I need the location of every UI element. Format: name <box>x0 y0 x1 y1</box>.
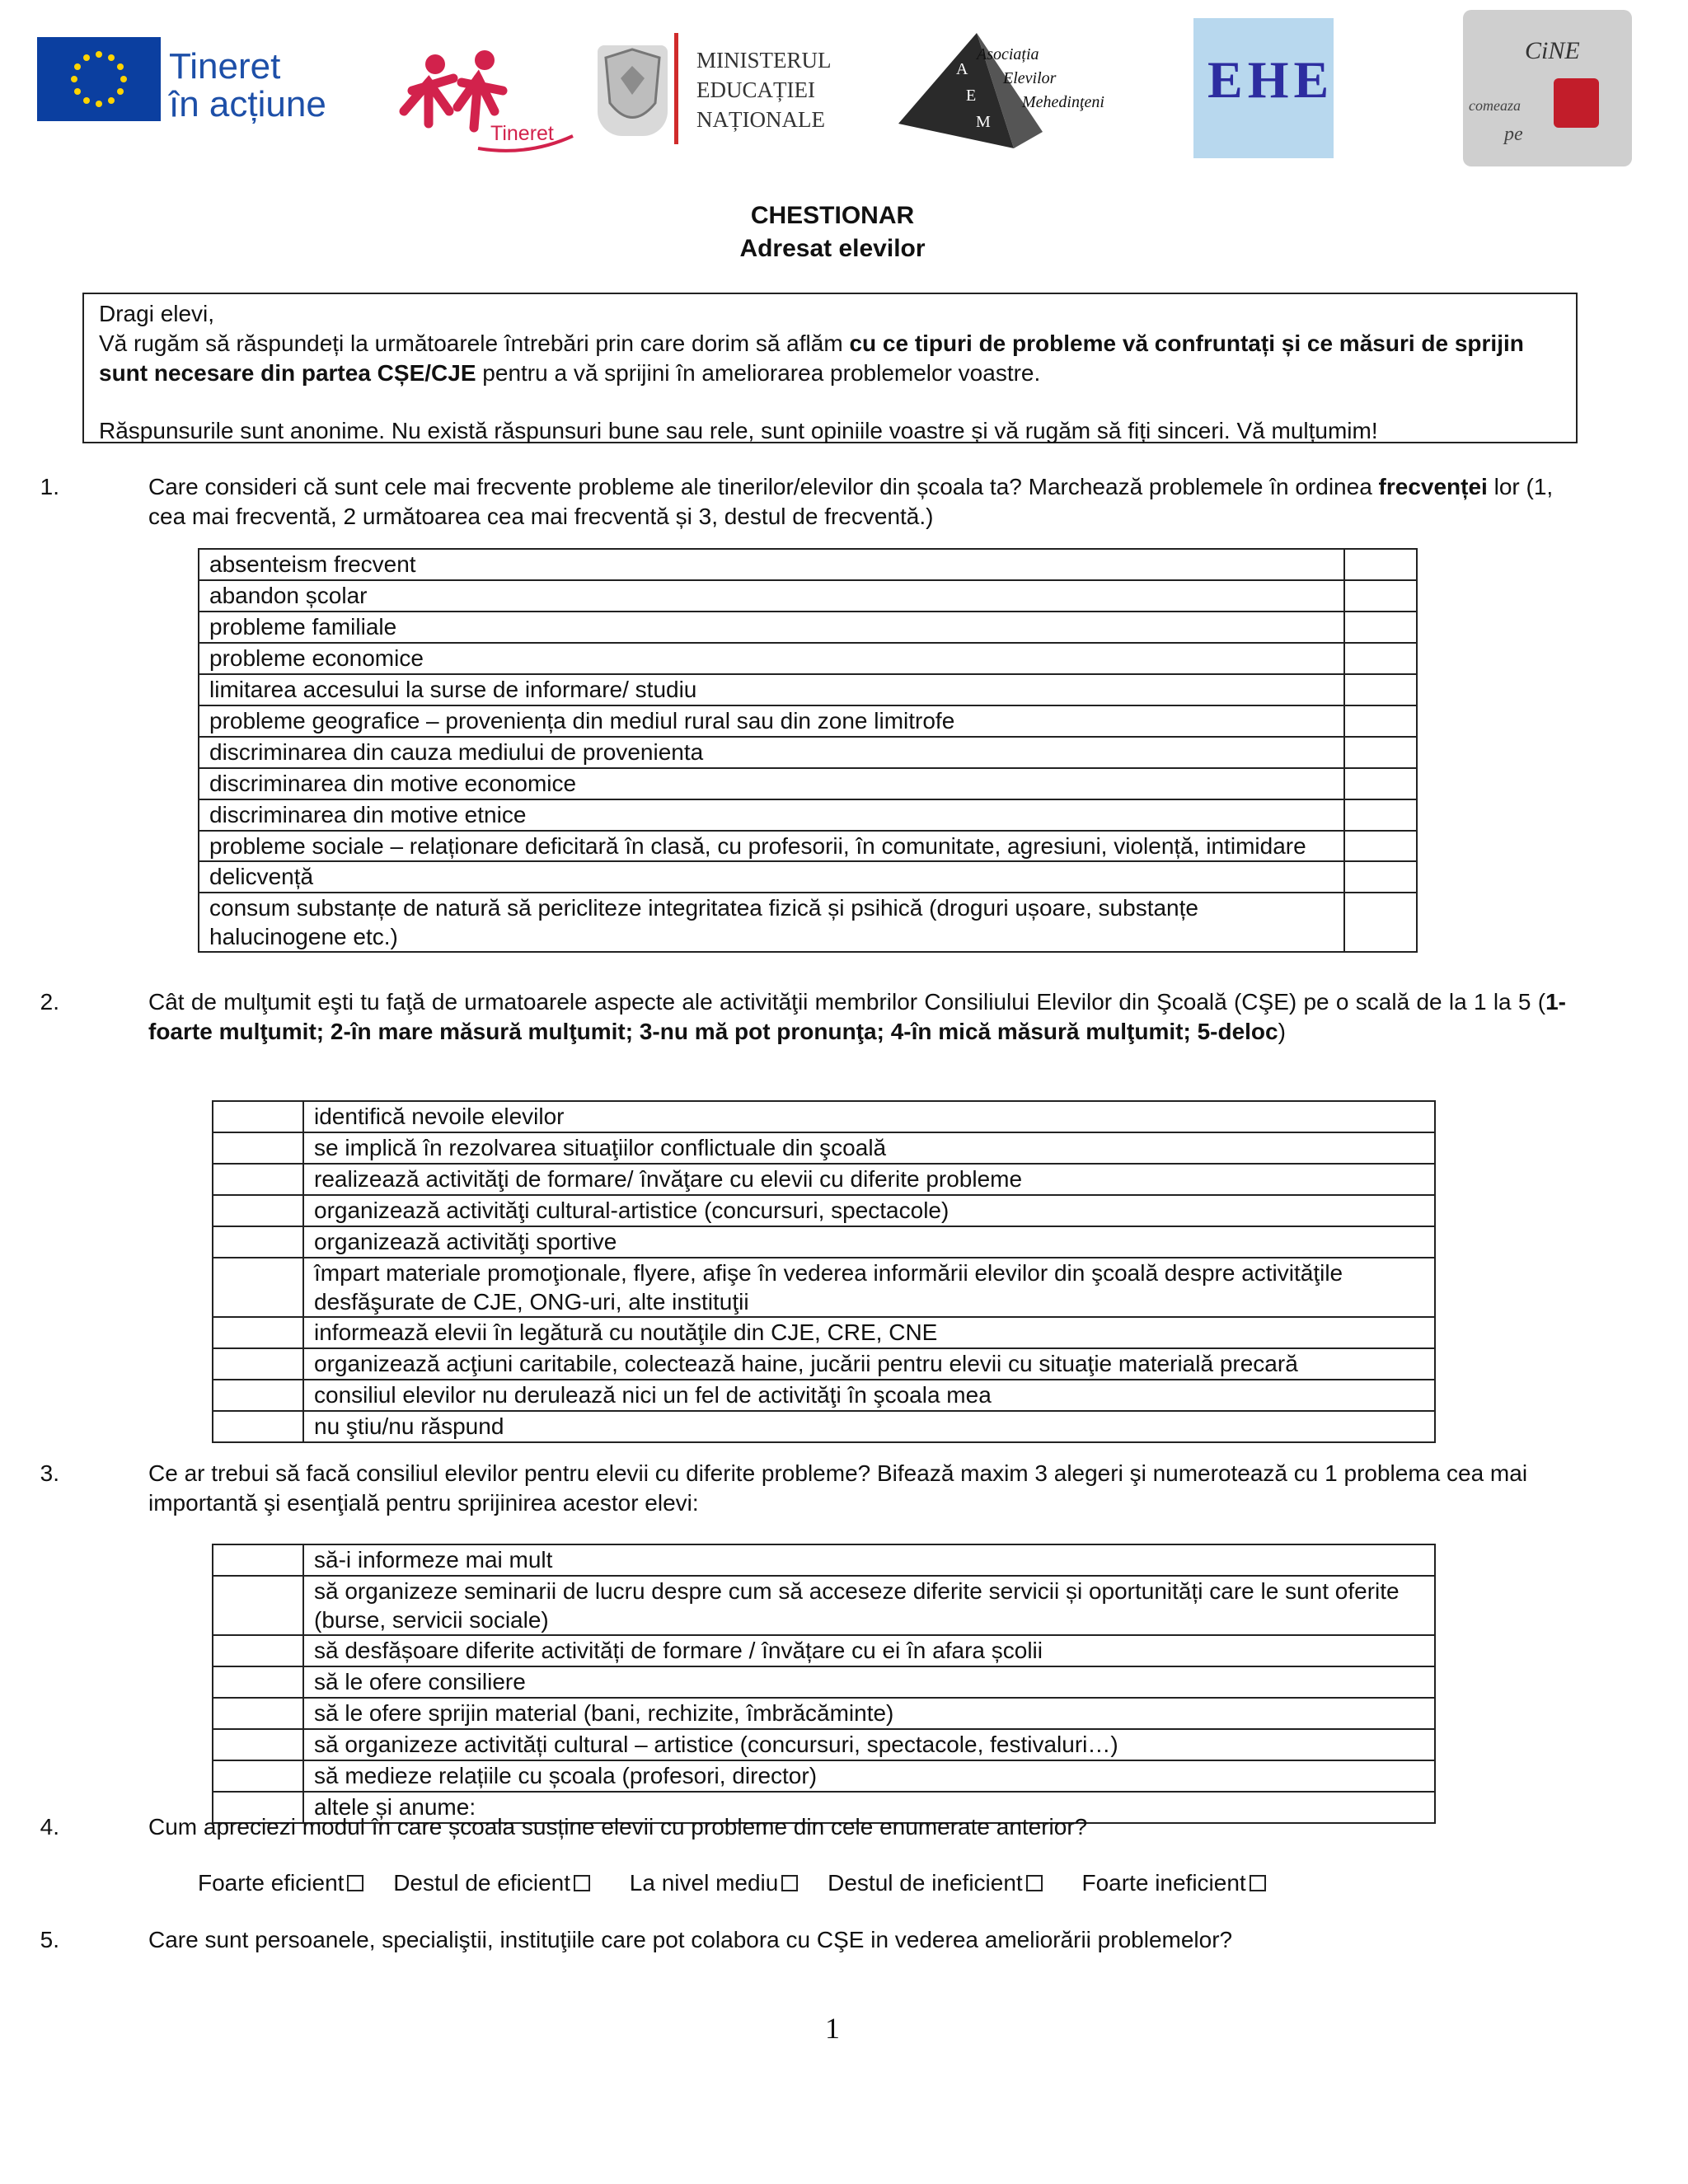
rating-option[interactable]: Destul de eficient <box>393 1868 590 1898</box>
problem-label: absenteism frecvent <box>199 549 1344 580</box>
action-label: să medieze relațiile cu școala (profesori, director) <box>303 1760 1435 1792</box>
activity-label: realizează activităţi de formare/ învăţare cu elevii cu diferite probleme <box>303 1164 1435 1195</box>
svg-text:A: A <box>956 60 968 78</box>
table-row <box>213 1380 1435 1411</box>
rank-input-cell[interactable] <box>1344 612 1417 643</box>
problem-label: discriminarea din motive etnice <box>199 799 1344 831</box>
table-row <box>213 1101 1435 1132</box>
table-row <box>213 1760 1435 1792</box>
table-row <box>213 1132 1435 1164</box>
score-input-cell[interactable] <box>213 1101 303 1132</box>
score-input-cell[interactable] <box>213 1258 303 1317</box>
problem-label: probleme sociale – relaționare deficitară în clasă, cu profesorii, în comunitate, agresiuni, violență, intimidare <box>199 831 1344 861</box>
activity-label: împart materiale promoţionale, flyere, afişe în vederea informării elevilor din şcoală despre activităţile desfăşurate de CJE, ONG-uri, alte instituţii <box>303 1258 1435 1317</box>
activity-label: consiliul elevilor nu derulează nici un fel de activităţi în şcoala mea <box>303 1380 1435 1411</box>
table-row <box>199 737 1417 768</box>
intro-greeting: Dragi elevi, <box>99 301 215 326</box>
table-row <box>213 1164 1435 1195</box>
rank-input-cell[interactable] <box>1344 768 1417 799</box>
question-4: 4. Cum apreciezi modul în care școala susține elevii cu probleme din cele enumerate anterior? <box>148 1812 1566 1842</box>
problem-label: discriminarea din cauza mediului de provenienta <box>199 737 1344 768</box>
choice-input-cell[interactable] <box>213 1698 303 1729</box>
score-input-cell[interactable] <box>213 1226 303 1258</box>
table-row <box>199 643 1417 674</box>
activity-label: se implică în rezolvarea situaţiilor conflictuale din şcoală <box>303 1132 1435 1164</box>
rank-input-cell[interactable] <box>1344 705 1417 737</box>
table-row <box>199 893 1417 952</box>
table-row <box>199 799 1417 831</box>
intro-closing: Răspunsurile sunt anonime. Nu există răspunsuri bune sau rele, sunt opiniile voastre și vă rugăm să fiți sinceri. Vă mulțumim! <box>99 418 1378 443</box>
table-row <box>199 831 1417 861</box>
question-5: 5. Care sunt persoanele, specialiştii, instituţiile care pot colabora cu CŞE in vederea ameliorării problemelor? <box>148 1925 1566 1955</box>
checkbox[interactable] <box>1250 1875 1266 1891</box>
activity-label: organizează activităţi sportive <box>303 1226 1435 1258</box>
choice-input-cell[interactable] <box>213 1760 303 1792</box>
checkbox[interactable] <box>781 1875 798 1891</box>
intro-box <box>82 293 1578 443</box>
score-input-cell[interactable] <box>213 1164 303 1195</box>
problem-label: abandon școlar <box>199 580 1344 612</box>
question-number: 1. <box>40 474 59 499</box>
question-1: 1. Care consideri că sunt cele mai frecvente probleme ale tinerilor/elevilor din școala ta? Marchează problemele în ordinea frecvenței lor (1, cea mai frecventă, 2 următoarea cea mai frecventă și 3, destul de frecventă.) <box>148 472 1566 532</box>
rank-input-cell[interactable] <box>1344 893 1417 952</box>
activity-label: organizează acţiuni caritabile, colectează haine, jucării pentru elevii cu situaţie materială precară <box>303 1348 1435 1380</box>
problem-label: probleme geografice – proveniența din mediul rural sau din zone limitrofe <box>199 705 1344 737</box>
rank-input-cell[interactable] <box>1344 737 1417 768</box>
score-input-cell[interactable] <box>213 1195 303 1226</box>
table-row <box>199 580 1417 612</box>
problem-label: discriminarea din motive economice <box>199 768 1344 799</box>
cine-red-piece-icon <box>1554 78 1599 128</box>
table-row <box>199 549 1417 580</box>
checkbox[interactable] <box>1026 1875 1043 1891</box>
choice-input-cell[interactable] <box>213 1729 303 1760</box>
document-title: CHESTIONAR <box>750 202 915 229</box>
score-input-cell[interactable] <box>213 1411 303 1442</box>
table-row <box>199 705 1417 737</box>
action-label: altele și anume: <box>303 1792 1435 1823</box>
eu-flag-icon <box>37 37 161 121</box>
question-2: 2. Cât de mulţumit eşti tu faţă de urmatoarele aspecte ale activităţii membrilor Consiliului Elevilor din Şcoală (CŞE) pe o scală de la 1 la 5 (1-foarte mulţumit; 2-în mare măsură mulţumit; 3-nu mă pot pronunţa; 4-în mică măsură mulţumit; 5-deloc) <box>148 987 1566 1047</box>
svg-text:E: E <box>966 87 977 105</box>
checkbox[interactable] <box>347 1875 363 1891</box>
cine-logo-word: pe <box>1504 124 1523 145</box>
activity-label: nu ştiu/nu răspund <box>303 1411 1435 1442</box>
rating-option[interactable]: Destul de ineficient <box>828 1868 1043 1898</box>
rank-input-cell[interactable] <box>1344 831 1417 861</box>
activity-label: identifică nevoile elevilor <box>303 1101 1435 1132</box>
activity-label: organizează activităţi cultural-artistice (concursuri, spectacole) <box>303 1195 1435 1226</box>
score-input-cell[interactable] <box>213 1132 303 1164</box>
aem-logo-text: Asociația Elevilor Mehedinţeni <box>977 45 1104 111</box>
table-row <box>213 1698 1435 1729</box>
rank-input-cell[interactable] <box>1344 549 1417 580</box>
document-subtitle: Adresat elevilor <box>739 235 926 262</box>
table-row <box>199 612 1417 643</box>
action-label: să organizeze activități cultural – artistice (concursuri, spectacole, festivaluri…) <box>303 1729 1435 1760</box>
rank-input-cell[interactable] <box>1344 643 1417 674</box>
table-row <box>213 1544 1435 1576</box>
ministry-logo-text: MINISTERUL EDUCAȚIEI NAȚIONALE <box>696 48 832 132</box>
ministry-divider <box>674 33 678 144</box>
rank-input-cell[interactable] <box>1344 861 1417 893</box>
table-row <box>213 1411 1435 1442</box>
cine-logo-word: comeaza <box>1469 97 1521 114</box>
question-number: 3. <box>40 1460 59 1486</box>
action-label: să desfășoare diferite activități de formare / învățare cu ei în afara școlii <box>303 1635 1435 1666</box>
score-input-cell[interactable] <box>213 1348 303 1380</box>
checkbox[interactable] <box>574 1875 590 1891</box>
choice-input-cell[interactable] <box>213 1544 303 1576</box>
logo-strip <box>0 0 1688 173</box>
problem-label: probleme economice <box>199 643 1344 674</box>
action-label: să le ofere sprijin material (bani, rechizite, îmbrăcăminte) <box>303 1698 1435 1729</box>
page-number: 1 <box>825 2012 840 2045</box>
table-row <box>213 1258 1435 1317</box>
rank-input-cell[interactable] <box>1344 580 1417 612</box>
problem-label: probleme familiale <box>199 612 1344 643</box>
problem-label: delicvență <box>199 861 1344 893</box>
school-support-rating <box>198 1868 1266 1898</box>
ehe-logo-text: EHE <box>1207 50 1334 109</box>
score-input-cell[interactable] <box>213 1380 303 1411</box>
activity-label: informează elevii în legătură cu noutăţile din CJE, CRE, CNE <box>303 1317 1435 1348</box>
romania-crest-icon <box>598 45 668 136</box>
action-label: să organizeze seminarii de lucru despre cum să acceseze diferite servicii și oportunități care le sunt oferite (burse, servicii sociale) <box>303 1576 1435 1635</box>
cine-puzzle-icon <box>1463 10 1632 166</box>
rating-option[interactable]: Foarte eficient <box>198 1868 363 1898</box>
question-number: 5. <box>40 1927 59 1952</box>
council-satisfaction-table <box>212 1100 1436 1443</box>
choice-input-cell[interactable] <box>213 1666 303 1698</box>
table-row <box>213 1666 1435 1698</box>
question-3: 3. Ce ar trebui să facă consiliul elevilor pentru elevii cu diferite probleme? Bifează maxim 3 alegeri şi numerotează cu 1 problema cea mai importantă şi esenţială pentru sprijinirea acestor elevi: <box>148 1459 1566 1518</box>
table-row <box>213 1226 1435 1258</box>
choice-input-cell[interactable] <box>213 1576 303 1635</box>
table-row <box>199 861 1417 893</box>
table-row <box>199 768 1417 799</box>
tineret-logo-text: Tineret <box>490 122 554 145</box>
table-row <box>213 1729 1435 1760</box>
rank-input-cell[interactable] <box>1344 799 1417 831</box>
score-input-cell[interactable] <box>213 1317 303 1348</box>
problems-frequency-table <box>198 548 1418 953</box>
rank-input-cell[interactable] <box>1344 674 1417 705</box>
action-label: să-i informeze mai mult <box>303 1544 1435 1576</box>
question-number: 2. <box>40 989 59 1015</box>
problem-label: limitarea accesului la surse de informare/ studiu <box>199 674 1344 705</box>
problem-label: consum substanțe de natură să pericliteze integritatea fizică și psihică (droguri ușoare, substanțe halucinogene etc.) <box>199 893 1344 952</box>
cine-logo-title: CiNE <box>1525 37 1580 64</box>
table-row <box>213 1317 1435 1348</box>
question-number: 4. <box>40 1814 59 1840</box>
action-label: să le ofere consiliere <box>303 1666 1435 1698</box>
rating-option[interactable]: Foarte ineficient <box>1081 1868 1265 1898</box>
council-actions-table <box>212 1544 1436 1824</box>
table-row <box>199 674 1417 705</box>
svg-text:M: M <box>976 113 991 131</box>
rating-option[interactable]: La nivel mediu <box>630 1868 799 1898</box>
intro-text: Vă rugăm să răspundeți la următoarele întrebări prin care dorim să aflăm cu ce tipuri de probleme vă confruntați și ce măsuri de sprijin sunt necesare din partea CȘE/CJE pentru a vă sprijini în ameliorarea problemelor voastre. <box>99 330 1524 386</box>
choice-input-cell[interactable] <box>213 1635 303 1666</box>
table-row <box>213 1348 1435 1380</box>
table-row <box>213 1635 1435 1666</box>
table-row <box>213 1576 1435 1635</box>
table-row <box>213 1195 1435 1226</box>
tineret-in-actiune-logo: Tineret în acțiune <box>169 46 326 124</box>
